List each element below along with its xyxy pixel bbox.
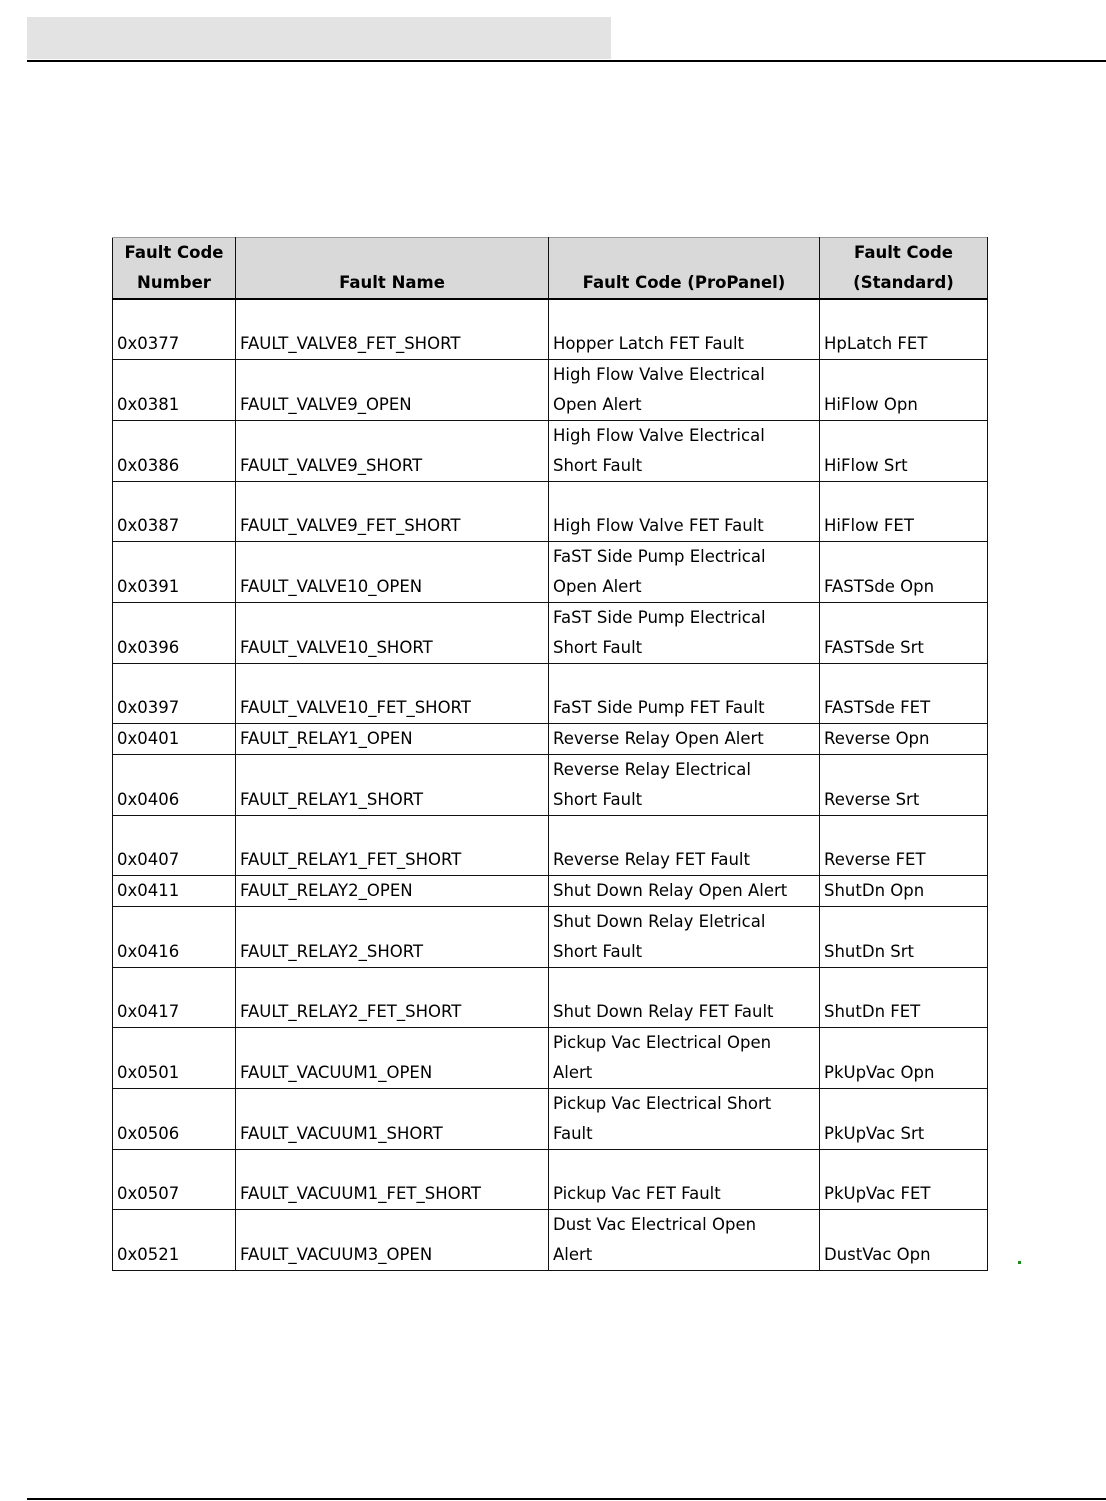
- column-header-fault-code-standard: Fault Code (Standard): [820, 238, 988, 300]
- fault-code-standard-cell: ShutDn Opn: [820, 876, 988, 907]
- fault-name-cell: FAULT_VALVE9_FET_SHORT: [236, 482, 549, 542]
- fault-code-standard-cell: HiFlow Srt: [820, 421, 988, 482]
- fault-code-standard-cell: HiFlow Opn: [820, 360, 988, 421]
- fault-name-cell: FAULT_VACUUM1_OPEN: [236, 1028, 549, 1089]
- table-body: [113, 299, 988, 1271]
- propanel-line-1: Pickup Vac Electrical Open: [553, 1033, 772, 1052]
- propanel-line-1: Pickup Vac Electrical Short: [553, 1094, 772, 1113]
- fault-code-standard-cell: PkUpVac Srt: [820, 1089, 988, 1150]
- fault-code-standard-cell: PkUpVac FET: [820, 1150, 988, 1210]
- fault-code-standard-cell: Reverse Srt: [820, 755, 988, 816]
- fault-code-propanel-cell: [549, 724, 820, 755]
- column-header-fault-name: Fault Name: [236, 238, 549, 300]
- table-row: [113, 968, 988, 1028]
- fault-code-number-cell: 0x0397: [113, 664, 236, 724]
- fault-code-number-cell: 0x0401: [113, 724, 236, 755]
- fault-name-cell: FAULT_RELAY2_SHORT: [236, 907, 549, 968]
- propanel-line-2: Alert: [553, 1245, 593, 1264]
- fault-code-number-cell: 0x0391: [113, 542, 236, 603]
- fault-name-cell: FAULT_VALVE10_FET_SHORT: [236, 664, 549, 724]
- fault-code-number-cell: 0x0507: [113, 1150, 236, 1210]
- fault-code-standard-cell: ShutDn FET: [820, 968, 988, 1028]
- fault-code-number-cell: 0x0501: [113, 1028, 236, 1089]
- table-row: [113, 1210, 988, 1271]
- fault-code-propanel-cell: [549, 299, 820, 360]
- table-row: [113, 421, 988, 482]
- footer-divider: [27, 1498, 1106, 1500]
- propanel-line-1: Reverse Relay Electrical: [553, 760, 751, 779]
- table-row: [113, 542, 988, 603]
- page-header-bar: [27, 17, 611, 59]
- fault-name-cell: FAULT_RELAY1_OPEN: [236, 724, 549, 755]
- table-row: [113, 482, 988, 542]
- fault-code-standard-cell: HiFlow FET: [820, 482, 988, 542]
- propanel-line-2: Short Fault: [553, 790, 643, 809]
- propanel-line-2: Reverse Relay Open Alert: [553, 729, 764, 748]
- fault-code-number-cell: 0x0416: [113, 907, 236, 968]
- fault-code-standard-cell: FASTSde Srt: [820, 603, 988, 664]
- fault-name-cell: FAULT_VACUUM1_SHORT: [236, 1089, 549, 1150]
- fault-code-standard-cell: Reverse Opn: [820, 724, 988, 755]
- fault-name-cell: FAULT_RELAY1_FET_SHORT: [236, 816, 549, 876]
- fault-code-number-cell: 0x0396: [113, 603, 236, 664]
- column-header-fault-code-number: Fault Code Number: [113, 238, 236, 300]
- fault-name-cell: FAULT_VALVE10_OPEN: [236, 542, 549, 603]
- table-row: [113, 299, 988, 360]
- fault-code-number-cell: 0x0386: [113, 421, 236, 482]
- propanel-line-2: Short Fault: [553, 638, 643, 657]
- fault-code-number-cell: 0x0506: [113, 1089, 236, 1150]
- fault-code-number-cell: 0x0406: [113, 755, 236, 816]
- propanel-line-1: Shut Down Relay Eletrical: [553, 912, 766, 931]
- table-row: [113, 724, 988, 755]
- propanel-line-2: Short Fault: [553, 456, 643, 475]
- propanel-line-1: High Flow Valve Electrical: [553, 365, 765, 384]
- fault-code-propanel-cell: [549, 816, 820, 876]
- fault-code-standard-cell: DustVac Opn: [820, 1210, 988, 1271]
- propanel-line-2: Pickup Vac FET Fault: [553, 1184, 721, 1203]
- fault-code-standard-cell: PkUpVac Opn: [820, 1028, 988, 1089]
- propanel-line-2: Open Alert: [553, 395, 642, 414]
- table-row: [113, 603, 988, 664]
- fault-name-cell: FAULT_VALVE9_SHORT: [236, 421, 549, 482]
- table-row: [113, 755, 988, 816]
- propanel-line-2: Alert: [553, 1063, 593, 1082]
- column-header-fault-code-propanel: Fault Code (ProPanel): [549, 238, 820, 300]
- propanel-line-2: Reverse Relay FET Fault: [553, 850, 750, 869]
- table-row: [113, 876, 988, 907]
- fault-code-number-cell: 0x0407: [113, 816, 236, 876]
- table-row: [113, 816, 988, 876]
- table-row: [113, 1028, 988, 1089]
- propanel-line-1: FaST Side Pump Electrical: [553, 547, 766, 566]
- fault-code-table: [112, 237, 988, 1271]
- fault-code-propanel-cell: [549, 1150, 820, 1210]
- fault-code-propanel-cell: [549, 876, 820, 907]
- header-divider: [27, 60, 1106, 62]
- fault-code-number-cell: 0x0387: [113, 482, 236, 542]
- fault-name-cell: FAULT_RELAY1_SHORT: [236, 755, 549, 816]
- fault-code-propanel-cell: [549, 421, 820, 482]
- fault-code-propanel-cell: [549, 1089, 820, 1150]
- fault-code-propanel-cell: [549, 603, 820, 664]
- fault-code-propanel-cell: [549, 1028, 820, 1089]
- fault-code-propanel-cell: [549, 360, 820, 421]
- fault-code-number-cell: 0x0417: [113, 968, 236, 1028]
- propanel-line-1: Dust Vac Electrical Open: [553, 1215, 757, 1234]
- table-row: [113, 907, 988, 968]
- fault-code-propanel-cell: [549, 755, 820, 816]
- propanel-line-2: Shut Down Relay FET Fault: [553, 1002, 774, 1021]
- propanel-line-2: Fault: [553, 1124, 593, 1143]
- fault-code-propanel-cell: [549, 664, 820, 724]
- fault-code-propanel-cell: [549, 907, 820, 968]
- fault-name-cell: FAULT_VALVE10_SHORT: [236, 603, 549, 664]
- fault-name-cell: FAULT_VACUUM3_OPEN: [236, 1210, 549, 1271]
- propanel-line-1: High Flow Valve Electrical: [553, 426, 765, 445]
- table-row: [113, 664, 988, 724]
- fault-name-cell: FAULT_VALVE8_FET_SHORT: [236, 299, 549, 360]
- fault-code-standard-cell: FASTSde FET: [820, 664, 988, 724]
- propanel-line-1: FaST Side Pump Electrical: [553, 608, 766, 627]
- fault-name-cell: FAULT_VACUUM1_FET_SHORT: [236, 1150, 549, 1210]
- table-row: [113, 360, 988, 421]
- fault-code-propanel-cell: [549, 542, 820, 603]
- table-row: [113, 1089, 988, 1150]
- propanel-line-2: FaST Side Pump FET Fault: [553, 698, 765, 717]
- fault-code-number-cell: 0x0377: [113, 299, 236, 360]
- table-row: [113, 1150, 988, 1210]
- fault-code-number-cell: 0x0381: [113, 360, 236, 421]
- fault-name-cell: FAULT_RELAY2_OPEN: [236, 876, 549, 907]
- fault-code-number-cell: 0x0411: [113, 876, 236, 907]
- fault-code-propanel-cell: [549, 968, 820, 1028]
- propanel-line-2: Hopper Latch FET Fault: [553, 334, 745, 353]
- table-header-row: [113, 238, 988, 300]
- propanel-line-2: Open Alert: [553, 577, 642, 596]
- propanel-line-2: Short Fault: [553, 942, 643, 961]
- fault-code-propanel-cell: [549, 482, 820, 542]
- propanel-line-2: High Flow Valve FET Fault: [553, 516, 764, 535]
- fault-name-cell: FAULT_VALVE9_OPEN: [236, 360, 549, 421]
- fault-code-standard-cell: FASTSde Opn: [820, 542, 988, 603]
- fault-code-number-cell: 0x0521: [113, 1210, 236, 1271]
- fault-code-propanel-cell: [549, 1210, 820, 1271]
- cell-corner-marker: [1018, 1261, 1021, 1264]
- fault-code-standard-cell: Reverse FET: [820, 816, 988, 876]
- fault-name-cell: FAULT_RELAY2_FET_SHORT: [236, 968, 549, 1028]
- propanel-line-2: Shut Down Relay Open Alert: [553, 881, 788, 900]
- fault-code-standard-cell: HpLatch FET: [820, 299, 988, 360]
- fault-code-standard-cell: ShutDn Srt: [820, 907, 988, 968]
